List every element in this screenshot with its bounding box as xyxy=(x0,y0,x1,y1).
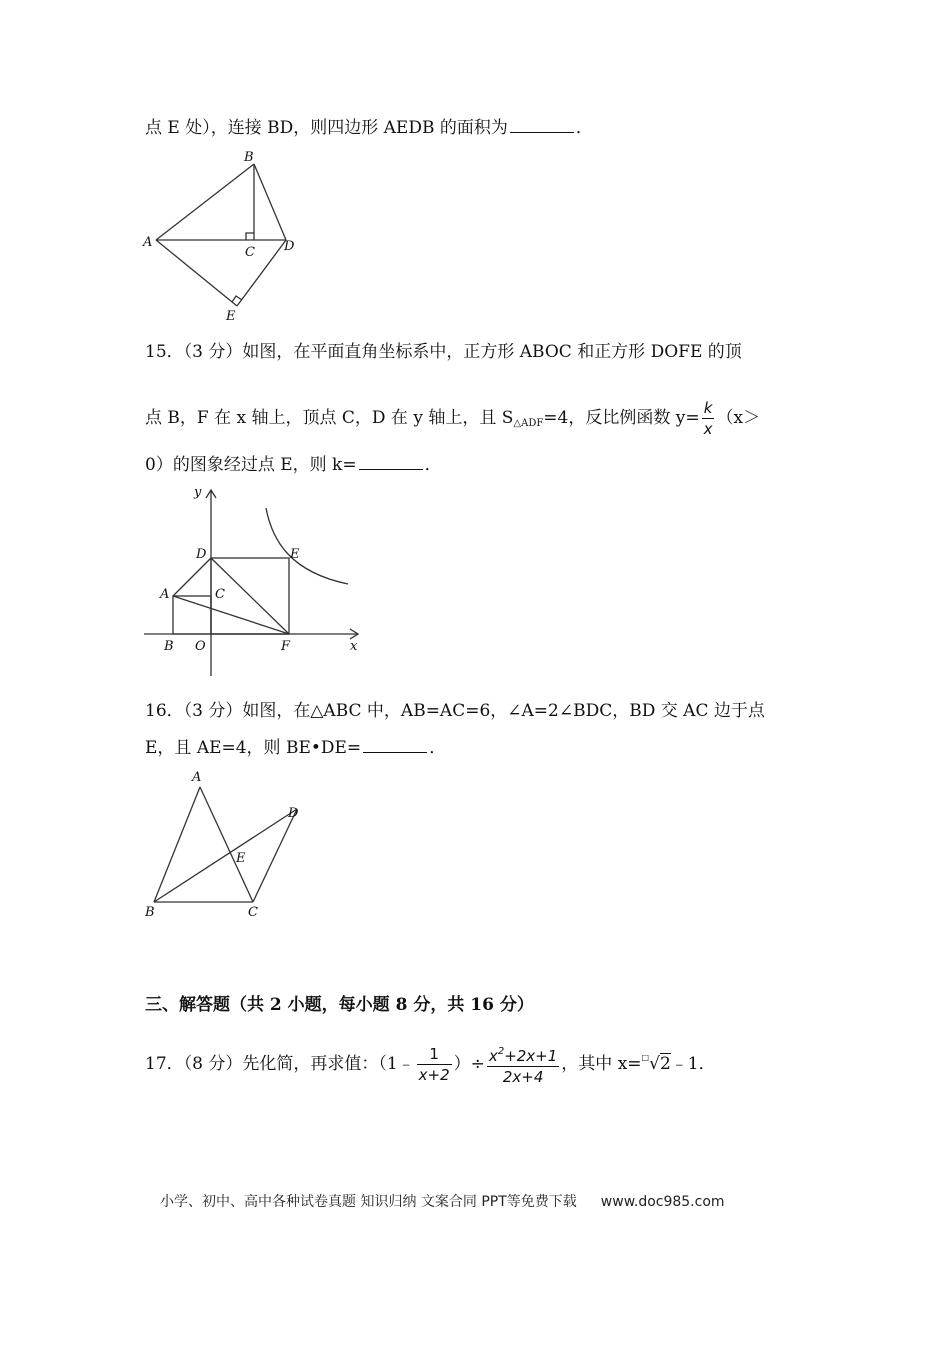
q17-frac2-num-rest: +2x+1 xyxy=(504,1047,558,1065)
q14-text-before: 点 E 处），连接 BD，则四边形 AEDB 的面积为 xyxy=(145,118,508,138)
q16-line2-before: E，且 AE=4，则 BE•DE= xyxy=(145,738,362,758)
fig16-seg-ac xyxy=(200,787,253,902)
q17-frac2-num xyxy=(487,1042,559,1067)
figure-16 xyxy=(140,765,315,925)
fig14-label-b: B xyxy=(244,150,254,165)
fig14-label-c: C xyxy=(245,245,255,260)
fig15-label-a: A xyxy=(160,587,170,602)
fig14-label-d: D xyxy=(284,239,295,254)
fig15-label-c: C xyxy=(215,587,225,602)
q15-line2 xyxy=(145,398,760,439)
q17-text xyxy=(145,1038,716,1087)
q15-line3 xyxy=(145,453,442,477)
q15-frac-num: k xyxy=(702,398,715,419)
q15-area-subscript: △ADF xyxy=(513,418,544,429)
q17-root-radicand: 2 xyxy=(659,1054,671,1074)
fig16-label-d: D xyxy=(288,806,299,821)
q14-text-after: ． xyxy=(575,118,593,138)
q17-divide: ）÷ xyxy=(453,1054,485,1074)
q17-fraction-2 xyxy=(487,1042,559,1087)
q17-frac2-num-x: x xyxy=(488,1047,498,1065)
footer-url[interactable]: www.doc985.com xyxy=(600,1194,725,1210)
fig16-label-a: A xyxy=(192,770,202,785)
q17-frac2-den: 2x+4 xyxy=(502,1068,544,1086)
fig15-label-y: y xyxy=(194,485,202,500)
figure-15 xyxy=(140,480,370,680)
q14-text xyxy=(145,116,593,140)
fig16-seg-ab xyxy=(154,787,200,902)
section-3-title: 三、解答题（共 2 小题，每小题 8 分，共 16 分） xyxy=(145,995,534,1015)
fig14-label-a: A xyxy=(143,235,153,250)
q17-tail: ﹣1． xyxy=(670,1054,716,1074)
q17-fraction-1 xyxy=(417,1044,452,1085)
q16-line1: 16．（3 分）如图，在△ABC 中，AB=AC=6，∠A=2∠BDC，BD 交 AC 边于点 xyxy=(145,701,765,721)
fig15-seg-af xyxy=(173,596,289,634)
q17-frac2-num-exp: 2 xyxy=(497,1046,505,1057)
q16-line2 xyxy=(145,736,446,760)
fig16-label-c: C xyxy=(248,905,258,920)
fig16-label-b: B xyxy=(145,905,155,920)
q17-frac1-num: 1 xyxy=(417,1044,452,1065)
q15-line2-mid: =4，反比例函数 y= xyxy=(543,408,700,428)
figure-14 xyxy=(140,148,310,328)
q17-suffix: ，其中 x= xyxy=(561,1054,642,1074)
q17-prefix: 17．（8 分）先化简，再求值：（1﹣ xyxy=(145,1054,415,1074)
q14-answer-blank[interactable] xyxy=(510,116,574,133)
fig14-label-e: E xyxy=(226,309,236,324)
fig15-label-x: x xyxy=(350,639,358,654)
q15-fraction-k-over-x xyxy=(702,398,715,439)
page-footer xyxy=(160,1191,725,1211)
fig14-seg-bd xyxy=(254,164,286,240)
fig15-hyperbola xyxy=(266,508,348,584)
q16-line2-after: ． xyxy=(429,738,447,758)
fig14-seg-ab xyxy=(156,164,254,240)
fig15-label-e: E xyxy=(290,547,300,562)
fig15-label-d: D xyxy=(196,547,207,562)
footer-text: 小学、初中、高中各种试卷真题 知识归纳 文案合同 PPT等免费下载 xyxy=(160,1194,577,1210)
q15-line2-before: 点 B，F 在 x 轴上，顶点 C，D 在 y 轴上，且 S xyxy=(145,408,514,428)
fig14-seg-ae xyxy=(156,240,237,306)
fig15-label-b: B xyxy=(164,639,174,654)
fig15-label-o: O xyxy=(195,639,206,654)
q16-answer-blank[interactable] xyxy=(363,736,427,753)
q15-line3-after: ． xyxy=(424,455,442,475)
q17-frac1-den: x+2 xyxy=(418,1066,450,1084)
q15-line3-before: 0）的图象经过点 E，则 k= xyxy=(145,455,357,475)
fig16-label-e: E xyxy=(236,851,246,866)
q15-answer-blank[interactable] xyxy=(359,453,423,470)
q15-frac-den: x xyxy=(703,420,713,438)
q15-line1: 15．（3 分）如图，在平面直角坐标系中，正方形 ABOC 和正方形 DOFE 的顶 xyxy=(145,342,742,362)
fig15-seg-ad xyxy=(173,558,211,596)
fig15-label-f: F xyxy=(281,639,291,654)
q17-root-index: □ xyxy=(641,1053,650,1062)
fig14-right-angle-c xyxy=(246,233,254,240)
q15-line2-after: （x＞ xyxy=(716,408,761,428)
q17-root-sign: √ xyxy=(649,1054,660,1074)
